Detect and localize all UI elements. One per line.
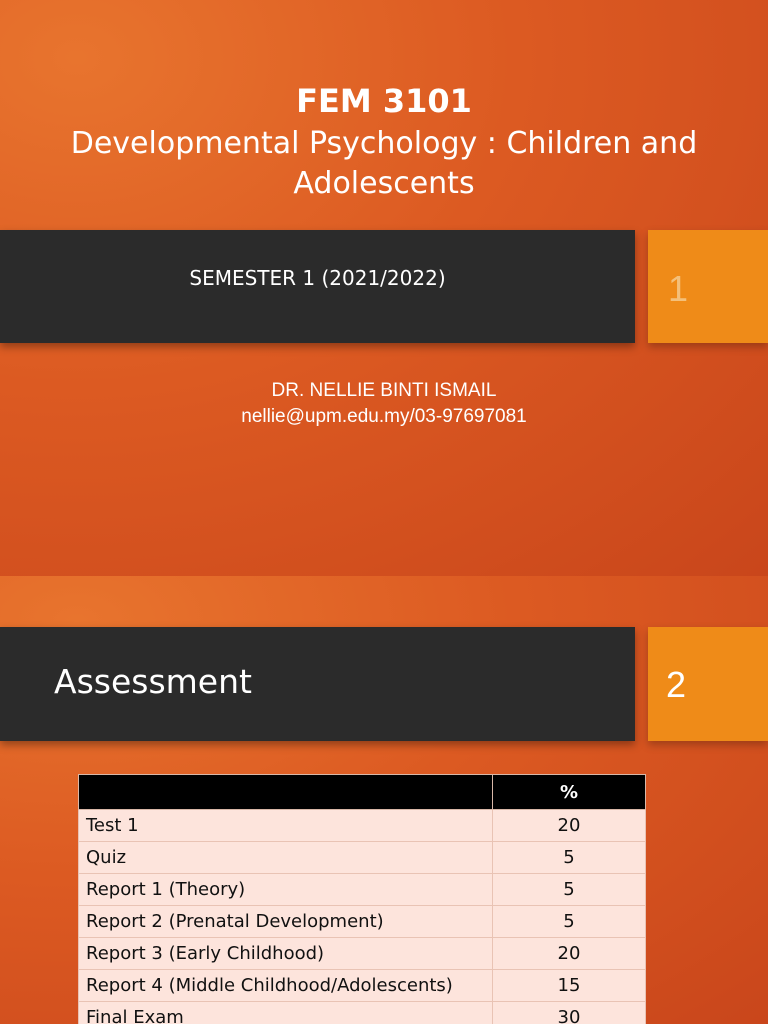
- component-cell: Final Exam: [79, 1002, 493, 1024]
- percent-cell: 30: [493, 1002, 646, 1024]
- header-component: [79, 775, 493, 810]
- assessment-table: [78, 774, 646, 1024]
- component-cell: Report 2 (Prenatal Development): [79, 906, 493, 938]
- component-cell: Report 3 (Early Childhood): [79, 938, 493, 970]
- slide-number-box: [648, 230, 768, 343]
- table-header-row: [79, 775, 646, 810]
- percent-cell: 5: [493, 874, 646, 906]
- table-row: [79, 1002, 646, 1024]
- component-cell: Report 1 (Theory): [79, 874, 493, 906]
- table-row: [79, 810, 646, 842]
- lecturer-name: DR. NELLIE BINTI ISMAIL: [271, 380, 497, 401]
- percent-cell: 5: [493, 906, 646, 938]
- percent-cell: 20: [493, 938, 646, 970]
- slide-heading: Assessment: [54, 662, 252, 701]
- semester-label: SEMESTER 1 (2021/2022): [189, 266, 446, 290]
- percent-cell: 15: [493, 970, 646, 1002]
- table-row: [79, 906, 646, 938]
- slide-number: 1: [668, 268, 689, 309]
- table-row: [79, 970, 646, 1002]
- table-row: [79, 938, 646, 970]
- slide-number: 2: [666, 664, 687, 705]
- component-cell: Test 1: [79, 810, 493, 842]
- course-title: Developmental Psychology : Children and Adolescents: [70, 126, 698, 201]
- component-cell: Quiz: [79, 842, 493, 874]
- header-percent: %: [493, 775, 646, 810]
- percent-cell: 20: [493, 810, 646, 842]
- lecturer-contact: nellie@upm.edu.my/03-97697081: [241, 406, 527, 427]
- course-code: FEM 3101: [296, 82, 472, 120]
- component-cell: Report 4 (Middle Childhood/Adolescents): [79, 970, 493, 1002]
- table-row: [79, 874, 646, 906]
- table-row: [79, 842, 646, 874]
- percent-cell: 5: [493, 842, 646, 874]
- slide-2: [0, 576, 768, 1024]
